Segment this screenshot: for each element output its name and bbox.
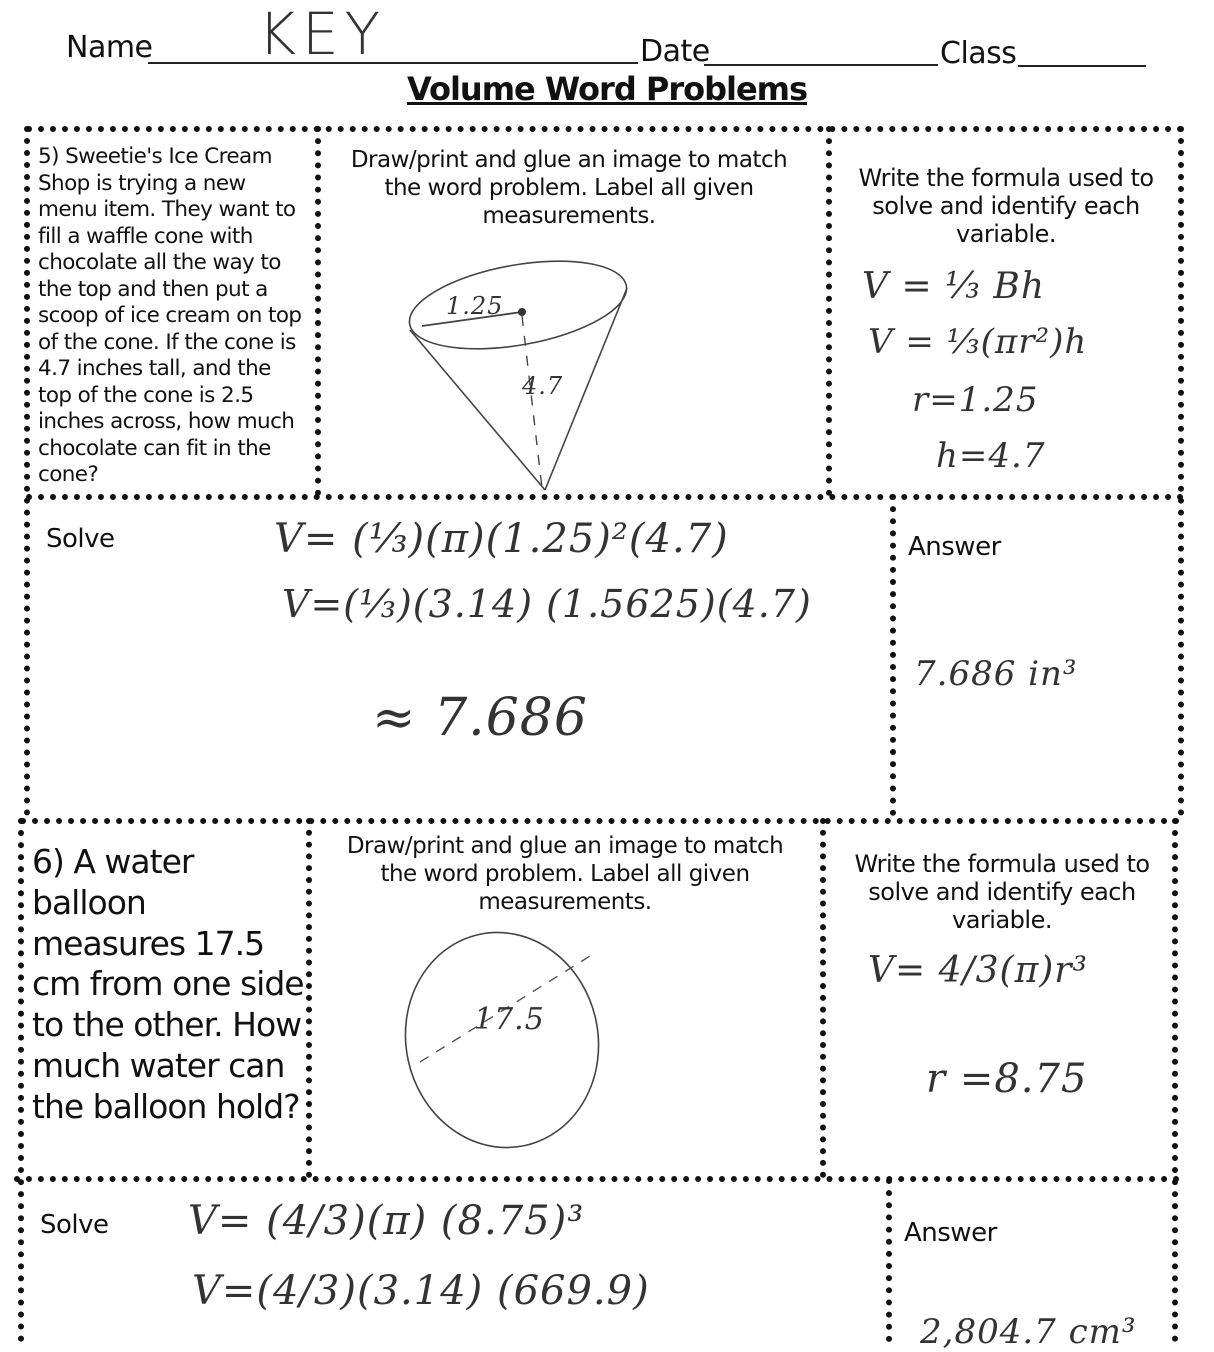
- formula-line[interactable]: r=1.25: [912, 380, 1039, 420]
- formula-line[interactable]: h=4.7: [936, 436, 1046, 476]
- date-label: Date: [640, 34, 710, 69]
- cone-top-ellipse: [403, 247, 634, 364]
- solve-line[interactable]: V= (⅓)(π)(1.25)²(4.7): [274, 516, 729, 562]
- answer-label: Answer: [904, 1218, 997, 1248]
- grid-line: [24, 126, 30, 816]
- class-label: Class: [940, 36, 1017, 71]
- class-line: [1018, 65, 1146, 67]
- solve-line[interactable]: V=(⅓)(3.14) (1.5625)(4.7): [282, 582, 812, 626]
- grid-line: [315, 126, 321, 496]
- formula-line[interactable]: r =8.75: [926, 1056, 1088, 1102]
- problem-prompt: 5) Sweetie's Ice Cream Shop is trying a new menu item. They want to fill a waffle cone with chocolate all the way to the top and then put a scoop of ice cream on top of the cone. If the cone is 4.7 inches tall, and the top of the cone is 2.5 inches across, how much chocolate can fit in the cone?: [38, 144, 302, 487]
- solve-line[interactable]: ≈ 7.686: [372, 688, 588, 748]
- grid-line: [18, 818, 24, 1342]
- grid-line: [886, 1178, 892, 1342]
- answer-value[interactable]: 7.686 in³: [914, 654, 1078, 694]
- sphere-outline: [386, 914, 619, 1165]
- grid-line: [14, 1176, 1180, 1182]
- height-label: 4.7: [522, 372, 564, 400]
- grid-line: [826, 126, 832, 496]
- diameter-label: 17.5: [474, 1002, 545, 1037]
- radius-label: 1.25: [446, 292, 504, 320]
- problem-prompt: 6) A water balloon measures 17.5 cm from one side to the other. How much water can the balloon hold?: [32, 842, 304, 1126]
- grid-line: [20, 818, 1180, 824]
- image-instruction: Draw/print and glue an image to match the word problem. Label all given measurements.: [350, 147, 788, 229]
- answer-value[interactable]: 2,804.7 cm³: [920, 1312, 1137, 1352]
- formula-line[interactable]: V = ⅓(πr²)h: [868, 322, 1088, 362]
- formula-instruction: Write the formula used to solve and identify each variable.: [854, 850, 1150, 934]
- grid-line: [820, 818, 826, 1178]
- solve-label: Solve: [46, 524, 115, 554]
- formula-line[interactable]: V = ⅓ Bh: [862, 266, 1046, 307]
- grid-line: [26, 126, 1184, 132]
- cone-side-line: [410, 330, 545, 490]
- grid-line: [890, 494, 896, 816]
- solve-line[interactable]: V=(4/3)(3.14) (669.9): [192, 1268, 650, 1314]
- solve-label: Solve: [40, 1210, 109, 1240]
- sphere-sketch[interactable]: [400, 922, 610, 1152]
- grid-line: [1172, 818, 1178, 1342]
- name-value[interactable]: KEY: [258, 0, 387, 68]
- grid-line: [306, 818, 312, 1178]
- name-line: [148, 62, 638, 64]
- cone-sketch[interactable]: [400, 250, 640, 500]
- formula-instruction: Write the formula used to solve and identify each variable.: [858, 164, 1154, 248]
- image-instruction: Draw/print and glue an image to match the word problem. Label all given measurements.: [346, 833, 784, 915]
- name-label: Name: [66, 30, 153, 65]
- solve-line[interactable]: V= (4/3)(π) (8.75)³: [188, 1198, 585, 1244]
- center-dot: [518, 308, 526, 316]
- date-line: [704, 64, 938, 66]
- answer-label: Answer: [908, 532, 1001, 562]
- grid-line: [1178, 126, 1184, 816]
- formula-line[interactable]: V= 4/3(π)r³: [868, 950, 1088, 991]
- page-title: Volume Word Problems: [406, 70, 808, 108]
